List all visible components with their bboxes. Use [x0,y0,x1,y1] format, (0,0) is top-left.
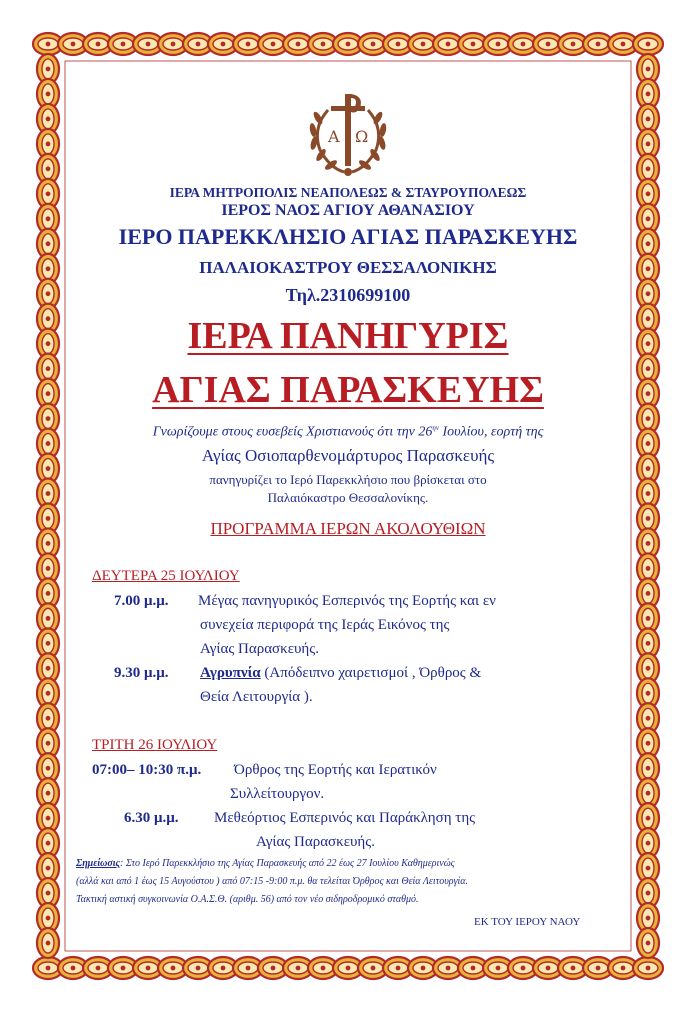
tuesday-time-2: 6.30 μ.μ. [124,810,179,826]
intro-line-4: Παλαιόκαστρο Θεσσαλονίκης. [267,490,429,505]
vigil-label: Αγρυπνία [200,665,261,681]
alpha-letter: Α [328,127,340,146]
tuesday-service-2-line-2: Αγίας Παρασκευής. [256,834,375,850]
signoff: ΕΚ ΤΟΥ ΙΕΡΟΥ ΝΑΟΥ [474,916,581,928]
note-line-1 [76,858,455,869]
monday-day-heading: ΔΕΥΤΕΡΑ 25 ΙΟΥΛΙΟΥ [92,568,240,584]
monday-service-1-line-2: συνεχεία περιφορά της Ιεράς Εικόνος της [200,617,450,633]
monday-service-2-line-1 [200,665,481,682]
tuesday-service-1-line-2: Συλλείτουργον. [230,786,325,802]
monday-time-2: 9.30 μ.μ. [114,665,169,681]
border-link [633,33,663,55]
phone-number: Τηλ.2310699100 [285,285,411,305]
tuesday-service-1-line-1: Όρθρος της Εορτής και Ιερατικόν [234,762,437,778]
border-link [633,957,663,979]
programme-heading: ΠΡΟΓΡΑΜΜΑ ΙΕΡΩΝ ΑΚΟΛΟΥΘΙΩΝ [210,519,486,538]
monday-service-1-line-3: Αγίας Παρασκευής. [200,641,319,657]
monday-service-1-line-1: Μέγας πανηγυρικός Εσπερινός της Εορτής και εν [198,593,496,609]
monday-service-2-line-2: Θεία Λειτουργία ). [200,689,313,705]
intro-superscript: ην [432,424,439,432]
border-link [637,928,659,958]
tuesday-time-1: 07:00– 10:30 π.μ. [92,762,202,778]
title-line-1: ΙΕΡΑ ΠΑΝΗΓΥΡΙΣ [187,315,509,357]
note-label: Σημείωσις [76,858,120,869]
church-heading: ΙΕΡΟΣ ΝΑΟΣ ΑΓΙΟΥ ΑΘΑΝΑΣΙΟΥ [221,202,475,219]
location-heading: ΠΑΛΑΙΟΚΑΣΤΡΟΥ ΘΕΣΣΑΛΟΝΙΚΗΣ [199,258,497,277]
metropolis-heading: ΙΕΡΑ ΜΗΤΡΟΠΟΛΙΣ ΝΕΑΠΟΛΕΩΣ & ΣΤΑΥΡΟΥΠΟΛΕΩΣ [169,185,527,200]
intro-line-2: Αγίας Οσιοπαρθενομάρτυρος Παρασκευής [201,446,495,465]
monday-service-2-detail: (Απόδειπνο χαιρετισμοί , Όρθρος & [260,665,482,681]
poster-content [62,82,634,937]
chapel-heading: ΙΕΡΟ ΠΑΡΕΚΚΛΗΣΙΟ ΑΓΙΑΣ ΠΑΡΑΣΚΕΥΗΣ [118,224,578,249]
note-text-1: : Στο Ιερό Παρεκκλήσιο της Αγίας Παρασκευής από 22 έως 27 Ιουλίου Καθημερινώς [119,858,455,869]
note-line-2: (αλλά και από 1 έως 15 Αυγούστου ) από 07:15 -9:00 π.μ. θα τελείται Όρθρος και Θεία Λειτουργία. [76,876,469,887]
intro-line-1b: Ιουλίου, εορτή της [438,424,544,440]
chi-rho-laurel-icon [298,88,398,180]
title-line-2: ΑΓΙΑΣ ΠΑΡΑΣΚΕΥΗΣ [152,369,544,411]
omega-letter: Ω [355,127,369,146]
tuesday-service-2-line-1: Μεθεόρτιος Εσπερινός και Παράκληση της [214,810,476,826]
intro-line-3: πανηγυρίζει το Ιερό Παρεκκλήσιο που βρίσκεται στο [209,472,487,487]
border-link [37,928,59,958]
tuesday-day-heading: ΤΡΙΤΗ 26 ΙΟΥΛΙΟΥ [92,737,218,753]
intro-line-1 [62,424,634,441]
monday-time-1: 7.00 μ.μ. [114,593,169,609]
note-line-3: Τακτική αστική συγκοινωνία Ο.Α.Σ.Θ. (αριθμ. 56) από τον νέο σιδηροδρομικό σταθμό. [76,894,419,905]
intro-line-1a: Γνωρίζουμε στους ευσεβείς Χριστιανούς ότι την 26 [152,424,433,440]
